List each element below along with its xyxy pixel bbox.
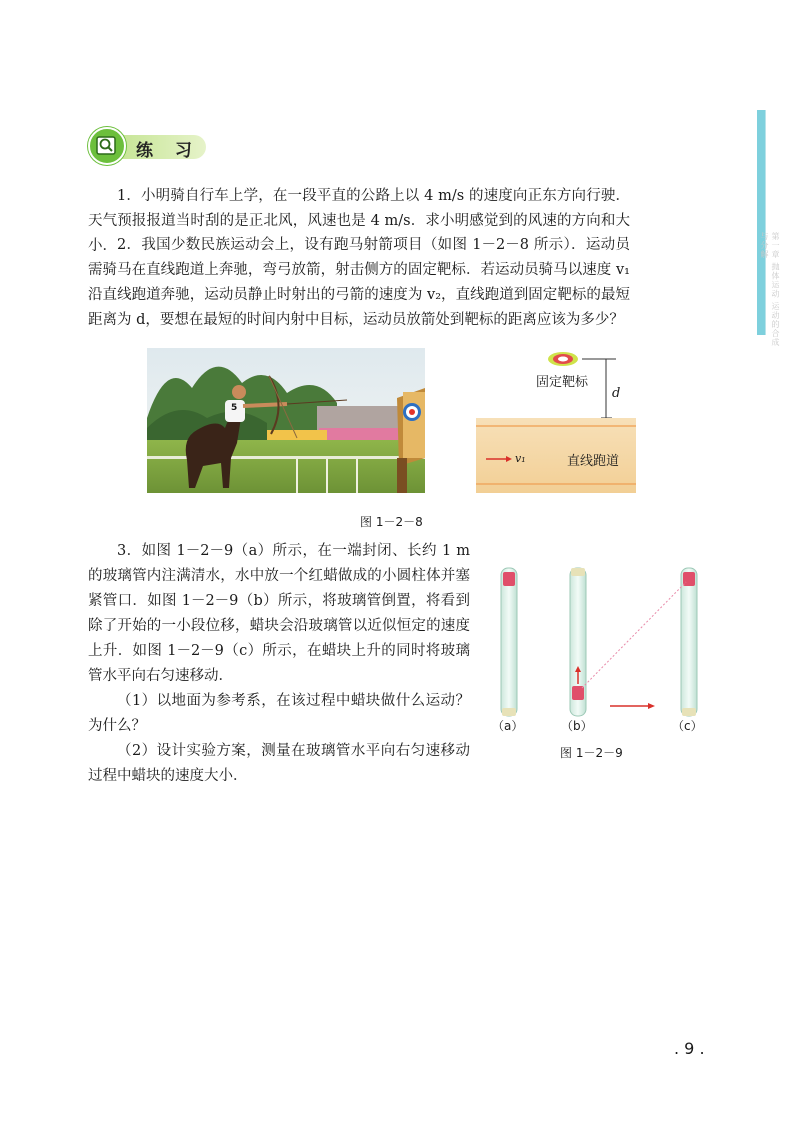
fixed-target-label: 固定靶标 — [536, 375, 589, 390]
velocity-v1-label: v₁ — [515, 452, 526, 465]
side-tab-line — [765, 110, 766, 335]
rider-number: 5 — [231, 403, 238, 413]
page-number: . 9 . — [674, 1039, 705, 1058]
target-track-diagram — [476, 348, 636, 493]
distance-d-label: d — [612, 386, 621, 401]
track-label: 直线跑道 — [567, 454, 620, 469]
figure-label-b: （b） — [561, 719, 593, 733]
exercise-question-3: 3．如图 1－2－9（a）所示，在一端封闭、长约 1 m 的玻璃管内注满清水，水中放一个红蜡做成的小圆柱体并塞紧管口．如图 1－2－9（b）所示，将玻璃管倒置，将看到除了开始的一小段位移，蜡块会沿玻璃管以近似恒定的速度上升．如图 1－2－9（c）所示，在蜡块上升的同时将玻璃管水平向右匀速移动． — [88, 543, 470, 684]
side-tab-text: 第一章 抛体运动 运动的合成与分解 — [760, 232, 780, 348]
horseback-archery-photo — [147, 348, 425, 493]
magnifier-icon — [88, 127, 126, 165]
exercise-title: 练 习 — [136, 141, 200, 161]
figure-1-2-8-caption: 图 1－2－8 — [360, 515, 423, 529]
exercise-header — [88, 127, 208, 161]
figure-1-2-9-caption: 图 1－2－9 — [560, 746, 623, 760]
exercise-question-2: 2．我国少数民族运动会上，设有跑马射箭项目（如图 1－2－8 所示）．运动员需骑马在直线跑道上奔驰，弯弓放箭，射击侧方的固定靶标．若运动员骑马以速度 v₁ 沿直线跑道奔驰，运动员静止时射出的弓箭的速度为 v₂，直线跑道到固定靶标的最短距离为 d，要想在最短的时间内射中目标，运动员放箭处到靶标的距离应该为多少？ — [88, 237, 630, 328]
figure-label-c: （c） — [672, 719, 703, 733]
glass-tube-figure — [490, 560, 720, 740]
exercise-question-3-part-2: （2）设计实验方案，测量在玻璃管水平向右匀速移动过程中蜡块的速度大小． — [88, 743, 470, 784]
figure-label-a: （a） — [492, 719, 524, 733]
chapter-side-tab — [757, 110, 765, 335]
exercise-question-3-part-1: （1）以地面为参考系，在该过程中蜡块做什么运动？为什么？ — [88, 693, 470, 734]
exercise-question-1: 1．小明骑自行车上学，在一段平直的公路上以 4 m/s 的速度向正东方向行驶．天气预报报道当时刮的是正北风，风速也是 4 m/s．求小明感觉到的风速的方向和大小． — [88, 188, 630, 254]
